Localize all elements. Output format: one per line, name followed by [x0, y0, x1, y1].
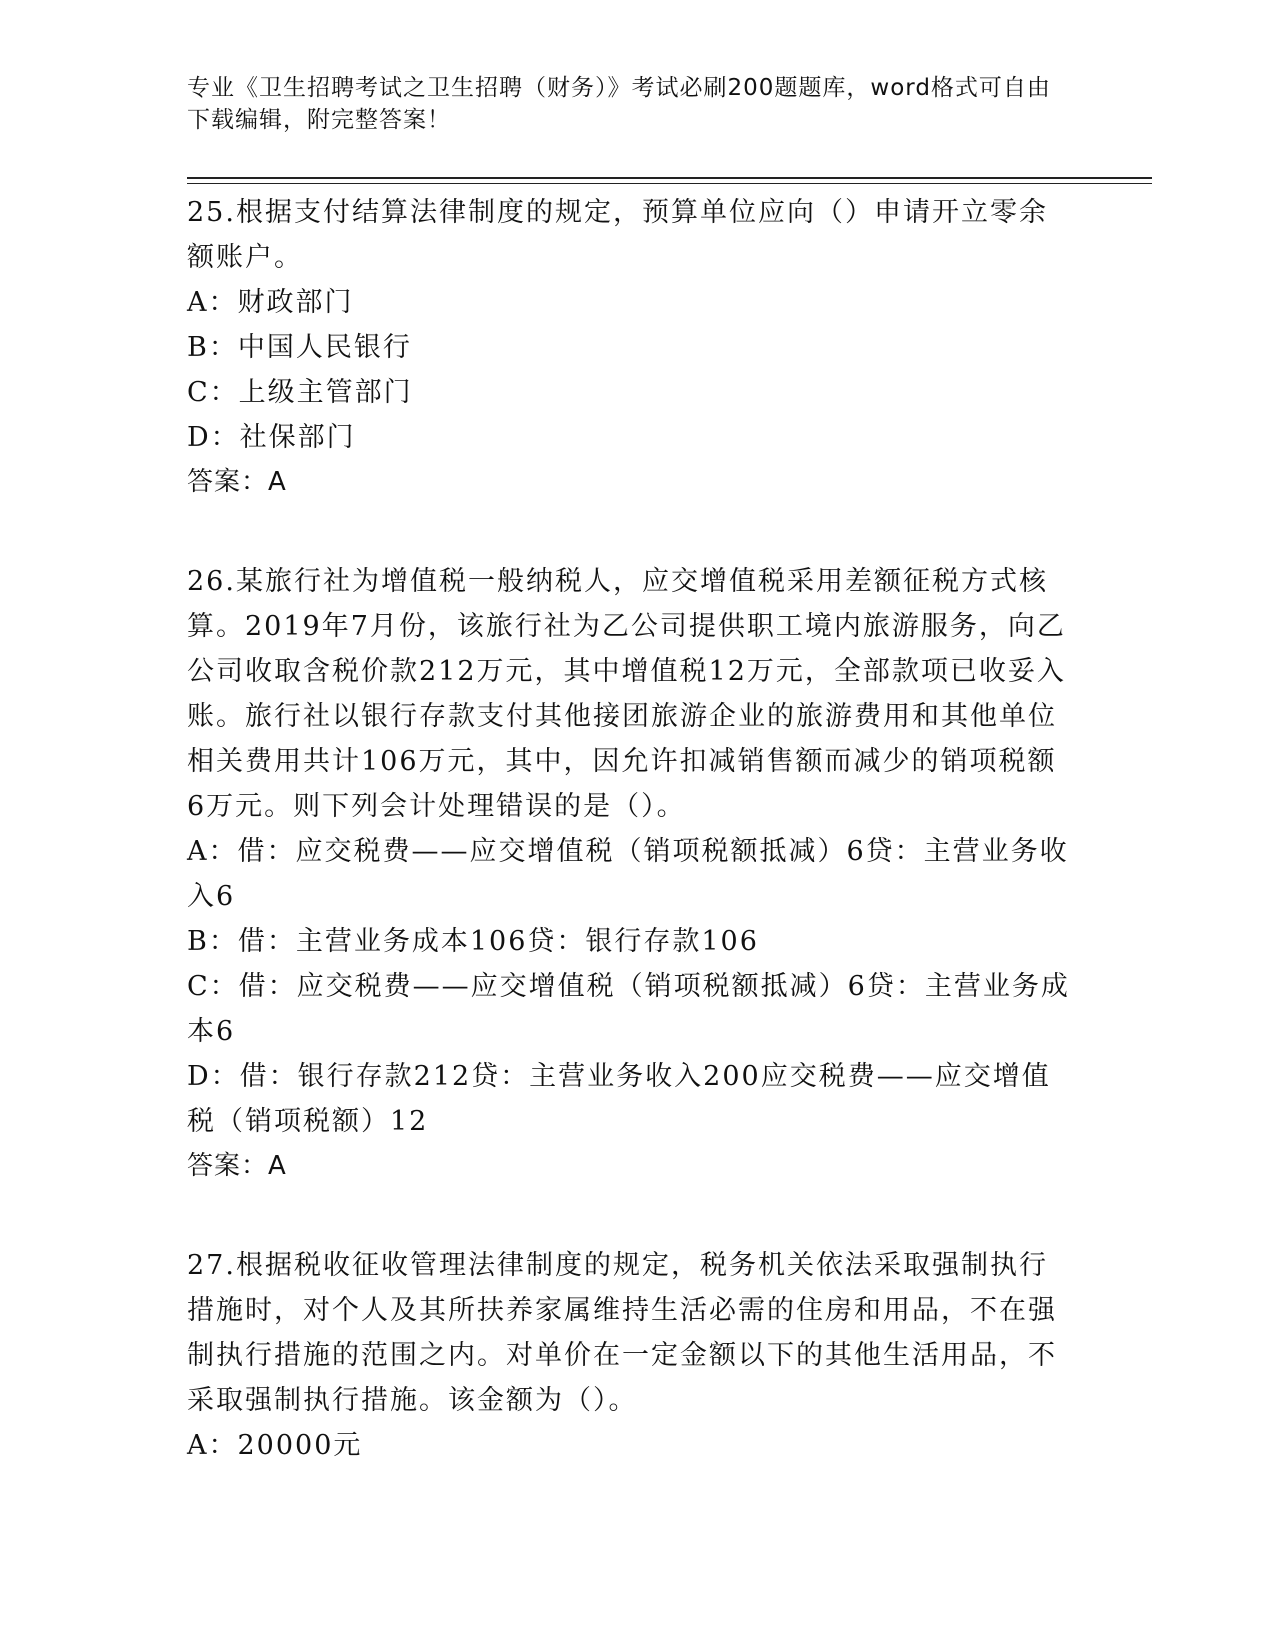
option-c: C：借：应交税费——应交增值税（销项税额抵减）6贷：主营业务成本6 — [187, 971, 1070, 1047]
question-26 — [187, 559, 1072, 1189]
question-25 — [187, 190, 1072, 505]
spacer — [187, 505, 1072, 559]
question-text: 26.某旅行社为增值税一般纳税人，应交增值税采用差额征税方式核算。2019年7月份，该旅行社为乙公司提供职工境内旅游服务，向乙公司收取含税价款212万元，其中增值税12万元，全部款项已收妥入账。旅行社以银行存款支付其他接团旅游企业的旅游费用和其他单位相关费用共计106万元，其中，因允许扣减销售额而减少的销项税额6万元。则下列会计处理错误的是（）。 — [187, 566, 1066, 822]
option-a: A：20000元 — [187, 1430, 363, 1461]
question-27 — [187, 1243, 1072, 1468]
option-b: B：中国人民银行 — [187, 332, 412, 363]
option-d: D：社保部门 — [187, 422, 356, 453]
option-d: D：借：银行存款212贷：主营业务收入200应交税费——应交增值税（销项税额）12 — [187, 1061, 1051, 1137]
option-c: C：上级主管部门 — [187, 377, 413, 408]
page-header: 专业《卫生招聘考试之卫生招聘（财务）》考试必刷200题题库，word格式可自由下载编辑，附完整答案！ — [187, 75, 1051, 133]
header-divider-thick — [187, 177, 1152, 179]
answer: 答案：A — [187, 1151, 287, 1181]
question-text: 25.根据支付结算法律制度的规定，预算单位应向（）申请开立零余额账户。 — [187, 197, 1048, 273]
header-divider-thin — [187, 183, 1152, 184]
option-b: B：借：主营业务成本106贷：银行存款106 — [187, 926, 759, 957]
spacer — [187, 1189, 1072, 1243]
option-a: A：借：应交税费——应交增值税（销项税额抵减）6贷：主营业务收入6 — [187, 836, 1069, 912]
question-list — [187, 190, 1072, 1468]
answer: 答案：A — [187, 467, 287, 497]
option-a: A：财政部门 — [187, 287, 354, 318]
question-text: 27.根据税收征收管理法律制度的规定，税务机关依法采取强制执行措施时，对个人及其所扶养家属维持生活必需的住房和用品，不在强制执行措施的范围之内。对单价在一定金额以下的其他生活用品，不采取强制执行措施。该金额为（）。 — [187, 1250, 1057, 1416]
